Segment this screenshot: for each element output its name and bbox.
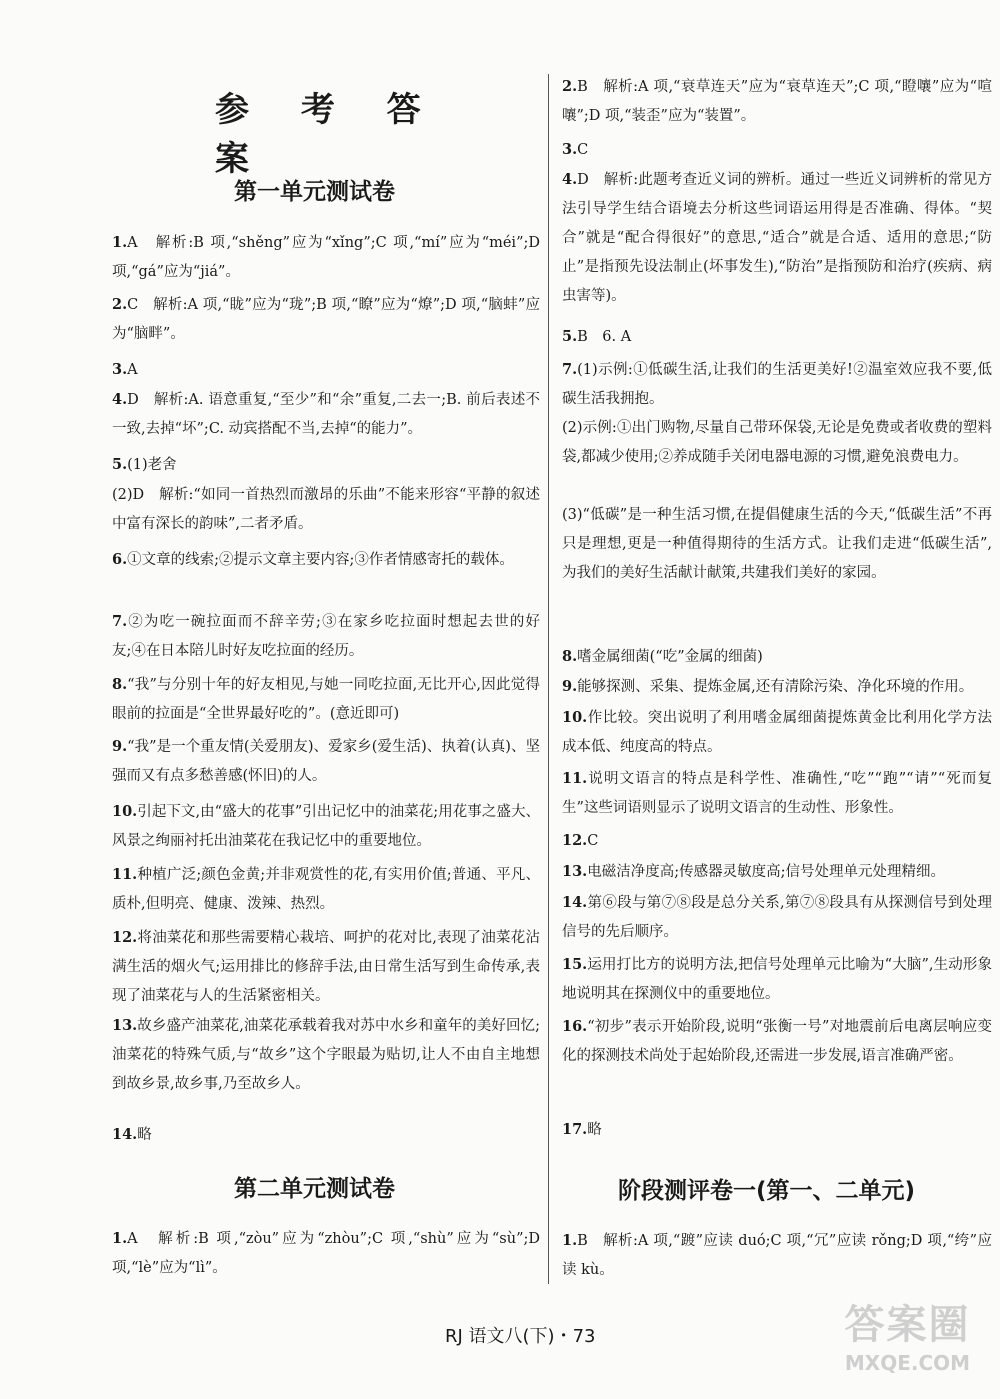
answer-number: 2.: [562, 78, 578, 95]
answer-item: [112, 797, 540, 856]
answer-item: [562, 888, 992, 947]
answer-number: 15.: [562, 956, 588, 973]
answer-item: [112, 450, 540, 480]
answer-text: B 解析:A 项,“衰草连天”应为“衰草连天”;C 项,“瞪嚷”应为“喧嚷”;D 项,“装歪”应为“装置”。: [562, 79, 992, 124]
answer-number: 5.: [112, 456, 128, 473]
answer-text: (3)“低碳”是一种生活习惯,在提倡健康生活的今天,“低碳生活”不再只是理想,更是一种值得期待的生活方式。让我们走进“低碳生活”,为我们的美好生活献计献策,共建我们美好的家园。: [562, 507, 992, 581]
answer-item: [112, 860, 540, 919]
answer-text: 能够探测、采集、提炼金属,还有清除污染、净化环境的作用。: [577, 679, 974, 695]
answer-number: 4.: [562, 171, 578, 188]
answer-text: A 解析:B 项,“zòu”应为“zhòu”;C 项,“shù”应为“sù”;D 项,“lè”应为“lì”。: [112, 1231, 540, 1276]
answer-number: 10.: [112, 803, 138, 820]
answer-text: 运用打比方的说明方法,把信号处理单元比喻为“大脑”,生动形象地说明其在探测仪中的重要地位。: [562, 957, 992, 1002]
answer-text: (2)D 解析:“如同一首热烈而激昂的乐曲”不能来形容“平静的叙述中富有深长的韵味”,二者矛盾。: [112, 487, 540, 532]
answer-number: 17.: [562, 1121, 588, 1138]
answer-item: [112, 670, 540, 729]
answer-item: [112, 228, 540, 287]
answer-number: 4.: [112, 391, 128, 408]
answer-number: 8.: [112, 676, 128, 693]
answer-item: [562, 1226, 992, 1285]
answer-text: B 解析:A 项,“踱”应读 duó;C 项,“冗”应读 rǒng;D 项,“绔”应读 kù。: [562, 1233, 992, 1278]
answer-item: [112, 1011, 540, 1099]
answer-text: 故乡盛产油菜花,油菜花承载着我对苏中水乡和童年的美好回忆;油菜花的特殊气质,与“故乡”这个字眼最为贴切,让人不由自主地想到故乡景,故乡事,乃至故乡人。: [112, 1018, 540, 1092]
answer-text: C 解析:A 项,“眬”应为“珑”;B 项,“瞭”应为“燎”;D 项,“脑蚌”应为“脑畔”。: [112, 297, 540, 342]
answer-text: 嗜金属细菌(“吃”金属的细菌): [577, 649, 763, 665]
answer-item: [562, 1115, 992, 1145]
watermark-logo-text: 答案圈: [844, 1302, 971, 1348]
answer-number: 3.: [562, 141, 578, 158]
watermark-url: MXQE.COM: [844, 1351, 971, 1375]
answer-text: (1)老舍: [127, 457, 177, 473]
answer-text: 说明文语言的特点是科学性、准确性,“吃”“跑”“请”“死而复生”这些词语则显示了说明文语言的生动性、形象性。: [562, 771, 992, 816]
answer-text: 作比较。突出说明了利用嗜金属细菌提炼黄金比利用化学方法成本低、纯度高的特点。: [562, 710, 992, 755]
answer-number: 10.: [562, 709, 588, 726]
section-title-unit2: 第二单元测试卷: [234, 1176, 395, 1202]
answer-item: [562, 764, 992, 823]
answer-text: D 解析:A. 语意重复,“至少”和“余”重复,二去一;B. 前后表述不一致,去掉“坏”;C. 动宾搭配不当,去掉“的能力”。: [112, 392, 540, 437]
answer-text: 将油菜花和那些需要精心栽培、呵护的花对比,表现了油菜花沾满生活的烟火气;运用排比的修辞手法,由日常生活写到生命传承,表现了油菜花与人的生活紧密相关。: [112, 930, 540, 1004]
answer-item: [112, 1120, 540, 1150]
answer-item: [562, 642, 992, 672]
answer-number: 11.: [562, 770, 588, 787]
answer-text: ②为吃一碗拉面而不辞辛劳;③在家乡吃拉面时想起去世的好友;④在日本陪儿时好友吃拉面的经历。: [112, 614, 540, 659]
answer-item: [112, 607, 540, 666]
answer-text: (2)示例:①出门购物,尽量自己带环保袋,无论是免费或者收费的塑料袋,都减少使用;②养成随手关闭电器电源的习惯,避免浪费电力。: [562, 420, 992, 465]
answer-number: 1.: [112, 234, 128, 251]
answer-number: 1.: [562, 1232, 578, 1249]
answer-number: 14.: [112, 1126, 138, 1143]
answer-text: 略: [137, 1127, 152, 1143]
answer-text: 略: [587, 1122, 602, 1138]
answer-text: C: [587, 833, 599, 849]
answer-number: 2.: [112, 296, 128, 313]
answer-number: 13.: [562, 863, 588, 880]
answer-item: [562, 703, 992, 762]
answer-item: [112, 545, 540, 575]
answer-number: 5.: [562, 328, 578, 345]
answer-text: “我”与分别十年的好友相见,与她一同吃拉面,无比开心,因此觉得眼前的拉面是“全世界最好吃的”。(意近即可): [112, 677, 540, 722]
answer-number: 7.: [562, 361, 578, 378]
answer-text: “初步”表示开始阶段,说明“张衡一号”对地震前后电离层响应变化的探测技术尚处于起始阶段,还需进一步发展,语言准确严密。: [562, 1019, 992, 1064]
answer-text: 引起下文,由“盛大的花事”引出记忆中的油菜花;用花事之盛大、风景之绚丽衬托出油菜花在我记忆中的重要地位。: [112, 804, 540, 849]
answer-number: 13.: [112, 1017, 138, 1034]
answer-item: [562, 950, 992, 1009]
column-divider: [548, 74, 549, 1284]
answer-item: [562, 857, 992, 887]
answer-number: 9.: [112, 738, 128, 755]
answer-item: [112, 923, 540, 1011]
answer-item: [562, 413, 992, 472]
answer-text: A 解析:B 项,“shěng”应为“xǐng”;C 项,“mí”应为“méi”;D 项,“gá”应为“jiá”。: [112, 235, 540, 280]
answer-text: (1)示例:①低碳生活,让我们的生活更美好!②温室效应我不要,低碳生活我拥抱。: [562, 362, 992, 407]
answer-number: 1.: [112, 1230, 128, 1247]
answer-number: 12.: [112, 929, 138, 946]
answer-number: 6.: [112, 551, 128, 568]
page-title: 参 考 答 案: [215, 90, 441, 179]
answer-number: 16.: [562, 1018, 588, 1035]
answer-number: 3.: [112, 361, 128, 378]
answer-text: ①文章的线索;②提示文章主要内容;③作者情感寄托的载体。: [127, 552, 514, 568]
watermark-logo: [830, 1300, 985, 1390]
answer-item: [112, 732, 540, 791]
answer-text: C: [577, 142, 589, 158]
answer-text: 第⑥段与第⑦⑧段是总分关系,第⑦⑧段具有从探测信号到处理信号的先后顺序。: [562, 895, 992, 940]
answer-number: 11.: [112, 866, 138, 883]
answer-text: 电磁洁净度高;传感器灵敏度高;信号处理单元处理精细。: [587, 864, 946, 880]
answer-item: [562, 672, 992, 702]
answer-number: 14.: [562, 894, 588, 911]
section-title-stage1: 阶段测评卷一(第一、二单元): [618, 1178, 916, 1204]
answer-text: A: [127, 362, 138, 378]
page-footer: RJ 语文八(下)・73: [445, 1326, 596, 1347]
answer-item: [112, 290, 540, 349]
answer-text: “我”是一个重友情(关爱朋友)、爱家乡(爱生活)、执着(认真)、坚强而又有点多愁善感(怀旧)的人。: [112, 739, 540, 784]
answer-item: [562, 135, 992, 165]
answer-item: [112, 1224, 540, 1283]
answer-item: [562, 826, 992, 856]
answer-text: D 解析:此题考查近义词的辨析。通过一些近义词辨析的常见方法引导学生结合语境去分析这些词语运用得是否准确、得体。“契合”就是“配合得很好”的意思,“适合”就是合适、适用的意思;“防止”是指预先设法制止(坏事发生),“防治”是指预防和治疗(疾病、病虫害等)。: [562, 172, 992, 304]
answer-item: [562, 165, 992, 311]
section-title-unit1: 第一单元测试卷: [234, 179, 395, 205]
answer-text: 种植广泛;颜色金黄;并非观赏性的花,有实用价值;普通、平凡、质朴,但明亮、健康、泼辣、热烈。: [112, 867, 540, 912]
answer-item: [112, 385, 540, 444]
answer-number: 9.: [562, 678, 578, 695]
answer-text: B 6. A: [577, 329, 632, 345]
answer-item: [112, 355, 540, 385]
answer-item: [562, 72, 992, 131]
answer-item: [562, 322, 992, 352]
answer-item: [112, 480, 540, 539]
answer-item: [562, 355, 992, 414]
answer-number: 7.: [112, 613, 128, 630]
answer-number: 8.: [562, 648, 578, 665]
answer-item: [562, 500, 992, 588]
answer-item: [562, 1012, 992, 1071]
answer-number: 12.: [562, 832, 588, 849]
